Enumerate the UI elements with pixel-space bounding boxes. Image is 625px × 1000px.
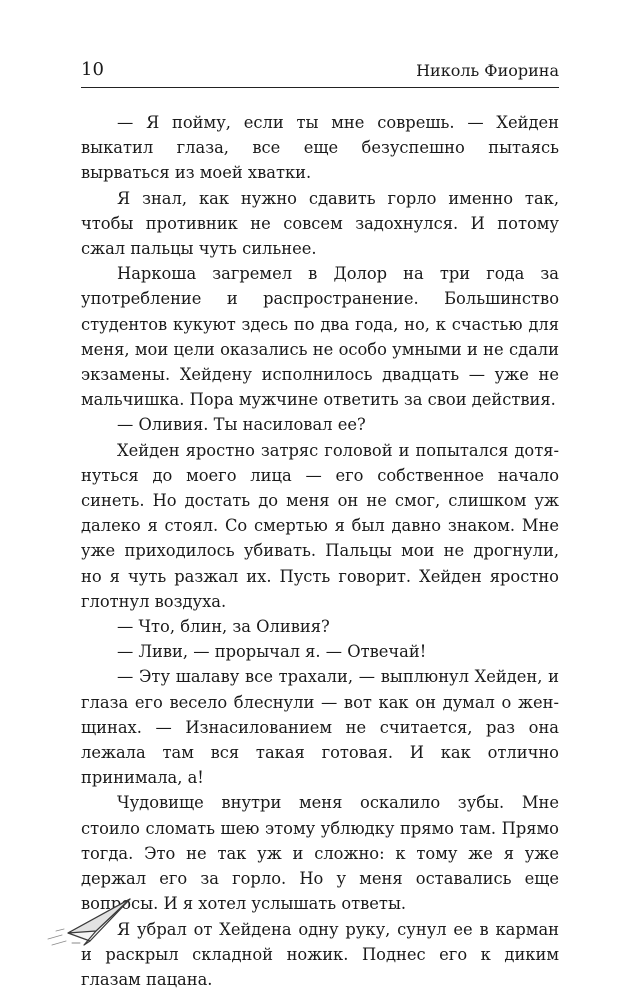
paragraph: Хейден яростно затряс головой и попытался дотянуться до моего лица — его собственное начало синеть. Но достать до меня он не смог, слишком уж далеко я стоял. Со смертью я был давно знаком. Мне уже приходилось убивать. Пальцы мои не дрогнули, но я чуть разжал их. Пусть говорит. Хейден яростно глотнул воздуха. bbox=[81, 440, 559, 611]
paragraph: — Что, блин, за Оливия? bbox=[117, 617, 330, 637]
page-number: 10 bbox=[81, 59, 104, 80]
paragraph: — Эту шалаву все трахали, — выплюнул Хейден, и глаза его весело блеснули — вот как он думал о женщинах. — Изнасилованием не считается, раз она лежала там вся такая готовая. И как отлично принимала, а! bbox=[81, 667, 559, 788]
paragraph: — Оливия. Ты насиловал ее? bbox=[117, 415, 366, 435]
page-header bbox=[0, 0, 625, 90]
paragraph: Наркоша загремел в Долор на три года за употребление и распространение. Большинство студентов кукуют здесь по два года, но, к счастью для меня, мои цели оказались не особо умными и не сдали экзамены. Хейдену исполнилось двадцать — уже не мальчишка. Пора мужчине ответить за свои действия. bbox=[81, 264, 559, 410]
paragraph: Я убрал от Хейдена одну руку, сунул ее в карман и раскрыл складной ножик. Поднес его к диким глазам пацана. bbox=[81, 919, 559, 989]
body-text bbox=[81, 110, 559, 992]
paragraph: Я знал, как нужно сдавить горло именно так, чтобы противник не совсем задохнулся. И потому сжал пальцы чуть сильнее. bbox=[81, 188, 559, 259]
paper-plane-icon bbox=[44, 895, 134, 951]
paragraph: — Я пойму, если ты мне соврешь. — Хейден выкатил глаза, все еще безуспешно пытаясь вырваться из моей хватки. bbox=[81, 113, 559, 183]
header-rule bbox=[81, 87, 559, 88]
running-title: Николь Фиорина bbox=[416, 61, 559, 80]
paragraph: Чудовище внутри меня оскалило зубы. Мне стоило сломать шею этому ублюдку прямо там. Прямо тогда. Это не так уж и сложно: к тому же я уже держал его за горло. Но у меня оставались еще вопросы. И я хотел услышать ответы. bbox=[81, 793, 559, 914]
paragraph: — Ливи, — прорычал я. — Отвечай! bbox=[117, 642, 427, 662]
